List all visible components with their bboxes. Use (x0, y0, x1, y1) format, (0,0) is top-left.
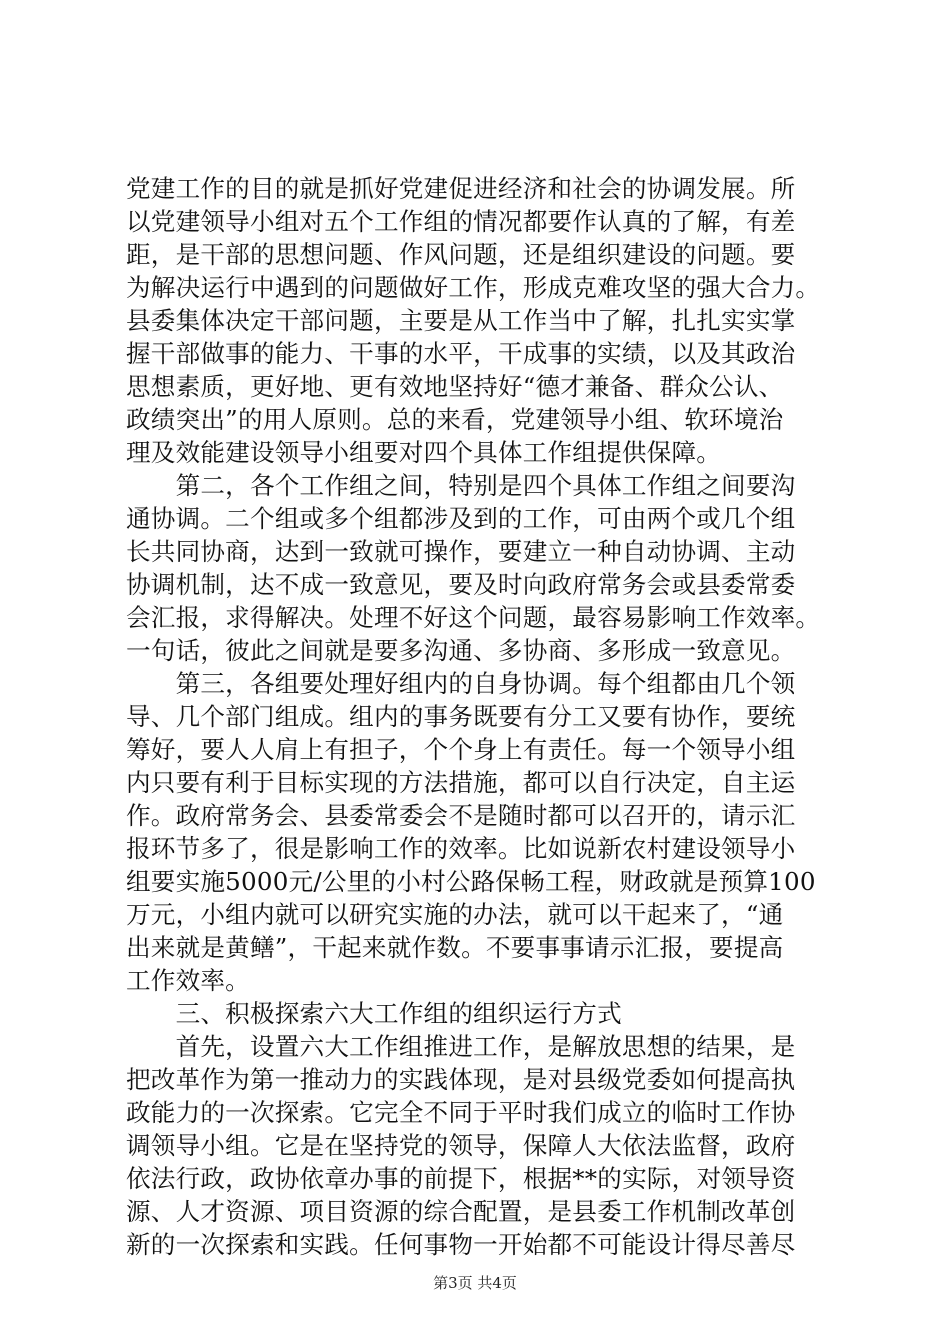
text-line: 三、积极探索六大工作组的组织运行方式 (126, 999, 622, 1028)
text-line: 组要实施5000元/公里的小村公路保畅工程，财政就是预算100 (126, 867, 816, 896)
text-line: 长共同协商，达到一致就可操作，要建立一种自动协调、主动 (126, 537, 796, 566)
text-line: 距，是干部的思想问题、作风问题，还是组织建设的问题。要 (126, 240, 796, 269)
text-line: 以党建领导小组对五个工作组的情况都要作认真的了解，有差 (126, 207, 796, 236)
text-line: 为解决运行中遇到的问题做好工作，形成克难攻坚的强大合力。 (126, 273, 821, 302)
text-line: 作。政府常务会、县委常委会不是随时都可以召开的，请示汇 (126, 801, 796, 830)
text-line: 党建工作的目的就是抓好党建促进经济和社会的协调发展。所 (126, 174, 796, 203)
text-line: 第二，各个工作组之间，特别是四个具体工作组之间要沟 (126, 471, 796, 500)
page-footer: 第3页 共4页 (433, 1274, 517, 1292)
text-line: 源、人才资源、项目资源的综合配置，是县委工作机制改革创 (126, 1197, 796, 1226)
text-line: 政绩突出”的用人原则。总的来看，党建领导小组、软环境治 (126, 405, 784, 434)
text-line: 报环节多了，很是影响工作的效率。比如说新农村建设领导小 (126, 834, 796, 863)
text-line: 理及效能建设领导小组要对四个具体工作组提供保障。 (126, 438, 722, 467)
text-line: 工作效率。 (126, 966, 250, 995)
text-line: 通协调。二个组或多个组都涉及到的工作，可由两个或几个组 (126, 504, 796, 533)
text-line: 协调机制，达不成一致意见，要及时向政府常务会或县委常委 (126, 570, 796, 599)
text-line: 一句话，彼此之间就是要多沟通、多协商、多形成一致意见。 (126, 636, 796, 665)
text-line: 首先，设置六大工作组推进工作，是解放思想的结果，是 (126, 1032, 796, 1061)
text-line: 筹好，要人人肩上有担子，个个身上有责任。每一个领导小组 (126, 735, 796, 764)
document-body (126, 172, 846, 1261)
text-line: 新的一次探索和实践。任何事物一开始都不可能设计得尽善尽 (126, 1230, 796, 1259)
text-line: 出来就是黄鳝”，干起来就作数。不要事事请示汇报，要提高 (126, 933, 784, 962)
text-line: 政能力的一次探索。它完全不同于平时我们成立的临时工作协 (126, 1098, 796, 1127)
text-line: 会汇报，求得解决。处理不好这个问题，最容易影响工作效率。 (126, 603, 821, 632)
text-line: 导、几个部门组成。组内的事务既要有分工又要有协作，要统 (126, 702, 796, 731)
text-line: 思想素质，更好地、更有效地坚持好“德才兼备、群众公认、 (126, 372, 784, 401)
text-line: 握干部做事的能力、干事的水平，干成事的实绩，以及其政治 (126, 339, 796, 368)
text-line: 依法行政，政协依章办事的前提下，根据**的实际，对领导资 (126, 1164, 796, 1193)
text-line: 把改革作为第一推动力的实践体现，是对县级党委如何提高执 (126, 1065, 796, 1094)
text-line: 调领导小组。它是在坚持党的领导，保障人大依法监督，政府 (126, 1131, 796, 1160)
text-line: 万元，小组内就可以研究实施的办法，就可以干起来了，“通 (126, 900, 784, 929)
text-line: 第三，各组要处理好组内的自身协调。每个组都由几个领 (126, 669, 796, 698)
text-line: 内只要有利于目标实现的方法措施，都可以自行决定，自主运 (126, 768, 796, 797)
text-line: 县委集体决定干部问题，主要是从工作当中了解，扎扎实实掌 (126, 306, 796, 335)
